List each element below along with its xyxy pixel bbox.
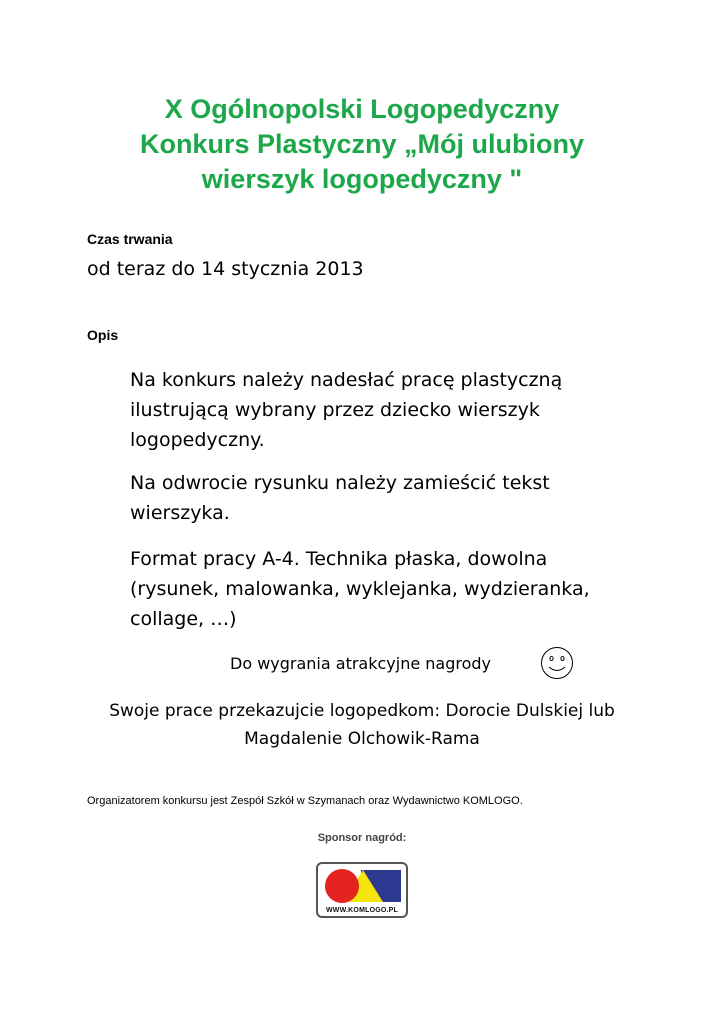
komlogo-logo (316, 862, 408, 918)
title-line-3: wierszyk logopedyczny " (201, 164, 523, 194)
submit-info (40, 697, 684, 753)
submit-line: Magdalenie Olchowik-Rama (244, 729, 480, 749)
title-line-1: X Ogólnopolski Logopedyczny (164, 94, 560, 124)
submit-line: Swoje prace przekazujcie logopedkom: Dorocie Dulskiej lub (109, 701, 615, 721)
paragraph-line: ilustrującą wybrany przez dziecko wierszyk (130, 399, 540, 421)
paragraph-line: Na konkurs należy nadesłać pracę plastyczną (130, 369, 563, 391)
duration-label: Czas trwania (87, 231, 173, 247)
sponsor-label: Sponsor nagród: (317, 832, 407, 844)
description-label: Opis (87, 327, 119, 343)
paragraph-line: (rysunek, malowanka, wyklejanka, wydzieranka, (130, 578, 590, 600)
paragraph-line: Na odwrocie rysunku należy zamieścić tekst (130, 472, 550, 494)
document-title (40, 92, 684, 197)
smiley-icon (540, 646, 574, 680)
paragraph-line: logopedyczny. (130, 429, 265, 451)
paragraph-line: Format pracy A-4. Technika płaska, dowolna (130, 548, 548, 570)
paragraph-line: collage, …) (130, 608, 237, 630)
organizer-note: Organizatorem konkursu jest Zespół Szkół w Szymanach oraz Wydawnictwo KOMLOGO. (87, 795, 523, 807)
description-paragraph-2 (130, 468, 650, 528)
title-line-2: Konkurs Plastyczny „Mój ulubiony (139, 129, 585, 159)
description-paragraph-1 (130, 365, 650, 455)
logo-text: WWW.KOMLOGO.PL (325, 907, 398, 914)
description-paragraph-3 (130, 544, 650, 634)
paragraph-line: wierszyka. (130, 502, 230, 524)
duration-value: od teraz do 14 stycznia 2013 (87, 258, 364, 280)
prizes-text: Do wygrania atrakcyjne nagrody (230, 654, 492, 673)
logo-red-circle (325, 869, 359, 903)
